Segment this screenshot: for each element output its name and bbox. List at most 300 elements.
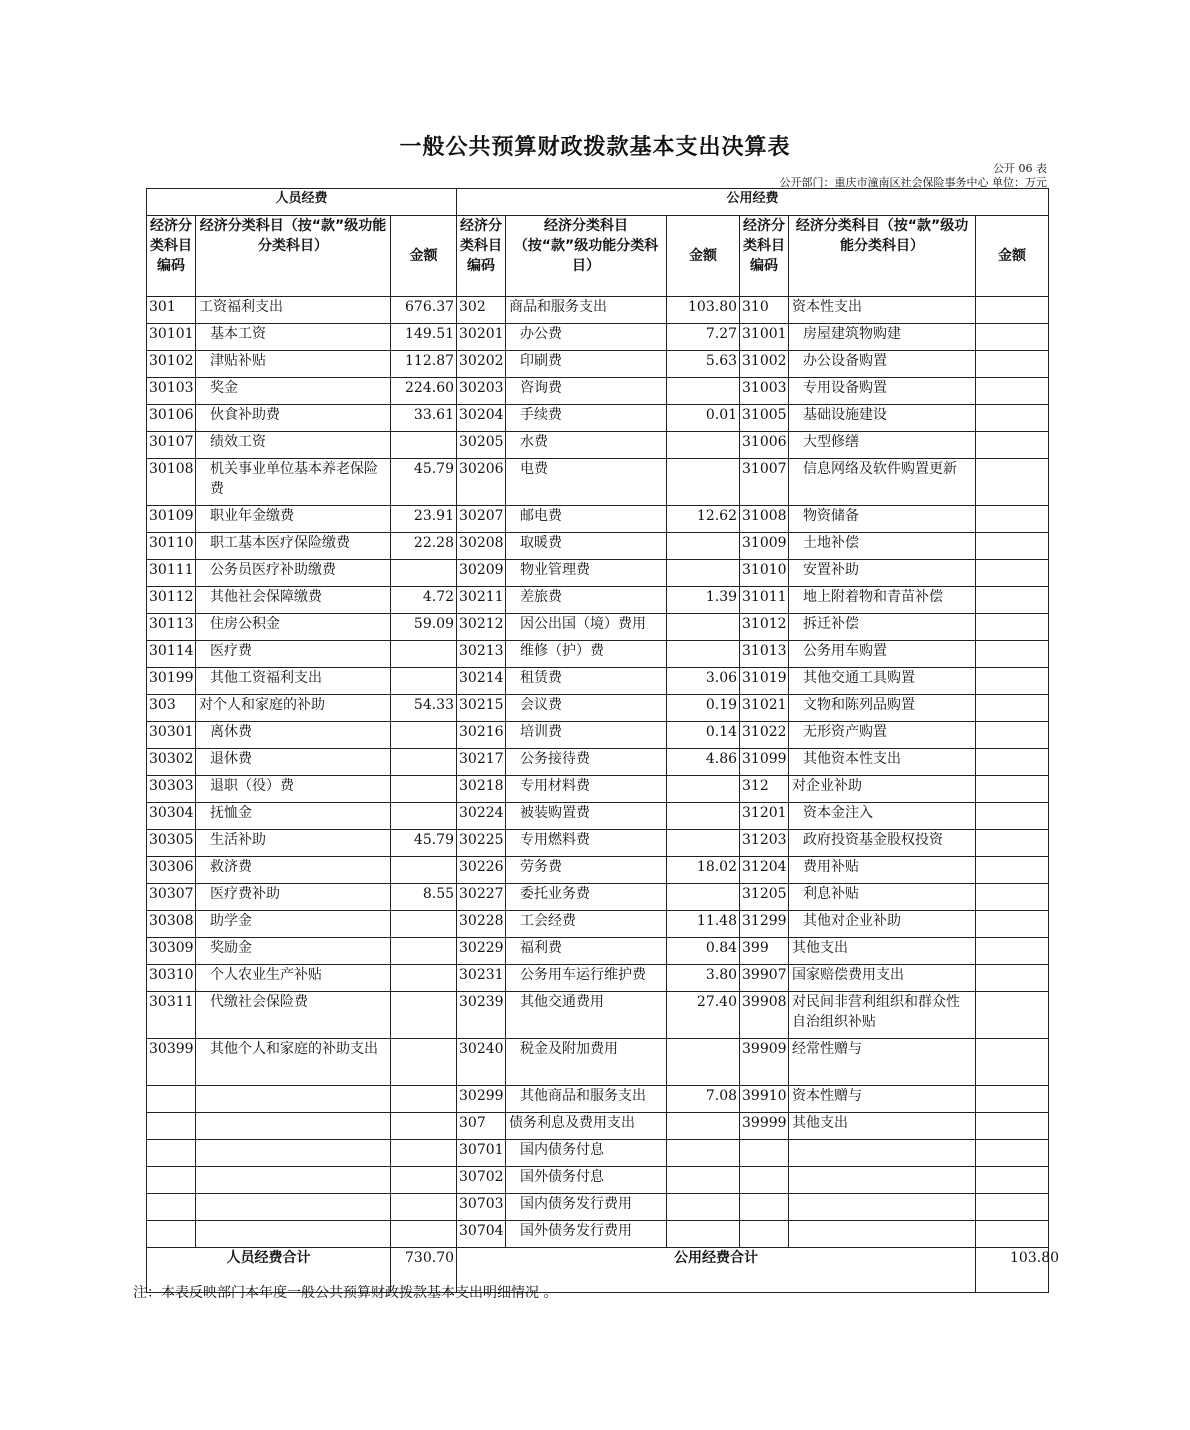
code-cell: 30209: [457, 560, 506, 587]
name-cell: 培训费: [506, 722, 667, 749]
amount-cell: [667, 641, 740, 668]
code-cell: 30306: [147, 857, 196, 884]
code-cell: 30702: [457, 1167, 506, 1194]
table-row: [147, 297, 1049, 324]
amount-cell: [976, 857, 1049, 884]
name-cell: 文物和陈列品购置: [789, 695, 976, 722]
amount-cell: [391, 992, 457, 1039]
amount-cell: [391, 1194, 457, 1221]
code-cell: 30207: [457, 506, 506, 533]
amount-cell: [667, 803, 740, 830]
amount-cell: [976, 1086, 1049, 1113]
amount-cell: [391, 1086, 457, 1113]
public-total-amount: 103.80: [976, 1248, 1049, 1293]
table-row: [147, 965, 1049, 992]
amount-cell: 22.28: [391, 533, 457, 560]
amount-cell: [667, 533, 740, 560]
code-cell: 30225: [457, 830, 506, 857]
amount-cell: 59.09: [391, 614, 457, 641]
code-cell: [147, 1086, 196, 1113]
table-row: [147, 992, 1049, 1039]
name-cell: 绩效工资: [196, 432, 391, 459]
amount-cell: [976, 641, 1049, 668]
amount-cell: [976, 965, 1049, 992]
table-row: [147, 533, 1049, 560]
name-cell: 抚恤金: [196, 803, 391, 830]
name-cell: 福利费: [506, 938, 667, 965]
name-cell: 办公设备购置: [789, 351, 976, 378]
code-cell: [147, 1221, 196, 1248]
code-cell: 301: [147, 297, 196, 324]
code-cell: 31003: [740, 378, 789, 405]
amount-cell: 7.08: [667, 1086, 740, 1113]
name-cell: [196, 1221, 391, 1248]
table-row: [147, 506, 1049, 533]
name-cell: 其他支出: [789, 1113, 976, 1140]
name-cell: 公务用车购置: [789, 641, 976, 668]
amount-header: 金额: [976, 216, 1049, 297]
code-cell: 31021: [740, 695, 789, 722]
department-unit: 公开部门：重庆市潼南区社会保险事务中心 单位：万元: [779, 176, 1047, 189]
amount-cell: [391, 1167, 457, 1194]
amount-cell: [391, 560, 457, 587]
code-cell: 30228: [457, 911, 506, 938]
name-cell: [789, 1194, 976, 1221]
code-cell: 30215: [457, 695, 506, 722]
name-cell: 机关事业单位基本养老保险费: [196, 459, 391, 506]
name-cell: [789, 1140, 976, 1167]
amount-cell: [976, 695, 1049, 722]
amount-cell: [976, 560, 1049, 587]
name-cell: 国内债务发行费用: [506, 1194, 667, 1221]
code-cell: 30299: [457, 1086, 506, 1113]
amount-cell: 54.33: [391, 695, 457, 722]
amount-cell: [976, 351, 1049, 378]
name-cell: 工资福利支出: [196, 297, 391, 324]
name-cell: 维修（护）费: [506, 641, 667, 668]
code-cell: 39999: [740, 1113, 789, 1140]
code-cell: 31008: [740, 506, 789, 533]
name-cell: 债务利息及费用支出: [506, 1113, 667, 1140]
amount-cell: 7.27: [667, 324, 740, 351]
amount-cell: [667, 776, 740, 803]
name-cell: 手续费: [506, 405, 667, 432]
amount-cell: [667, 432, 740, 459]
code-cell: 30103: [147, 378, 196, 405]
code-cell: [147, 1167, 196, 1194]
name-cell: 津贴补贴: [196, 351, 391, 378]
code-cell: 30302: [147, 749, 196, 776]
amount-cell: 45.79: [391, 459, 457, 506]
table-row: [147, 1086, 1049, 1113]
code-cell: 303: [147, 695, 196, 722]
amount-cell: 103.80: [667, 297, 740, 324]
name-cell: 大型修缮: [789, 432, 976, 459]
table-row: [147, 749, 1049, 776]
code-header: 经济分类科目编码: [740, 216, 789, 297]
amount-cell: 4.86: [667, 749, 740, 776]
amount-cell: [667, 1221, 740, 1248]
code-cell: 30102: [147, 351, 196, 378]
amount-cell: [976, 1113, 1049, 1140]
name-cell: 伙食补助费: [196, 405, 391, 432]
code-cell: 30227: [457, 884, 506, 911]
table-code: 公开 06 表: [993, 162, 1047, 175]
amount-cell: [667, 1039, 740, 1086]
amount-cell: [667, 1194, 740, 1221]
code-cell: 30239: [457, 992, 506, 1039]
table-row: [147, 587, 1049, 614]
name-cell: 取暖费: [506, 533, 667, 560]
name-cell: 奖励金: [196, 938, 391, 965]
name-cell: 被装购置费: [506, 803, 667, 830]
code-cell: 30310: [147, 965, 196, 992]
amount-cell: [976, 884, 1049, 911]
code-cell: 30399: [147, 1039, 196, 1086]
name-cell: 职工基本医疗保险缴费: [196, 533, 391, 560]
amount-cell: [391, 1039, 457, 1086]
name-cell: 其他交通费用: [506, 992, 667, 1039]
code-cell: 30214: [457, 668, 506, 695]
amount-cell: [976, 432, 1049, 459]
name-cell: 安置补助: [789, 560, 976, 587]
name-cell: 资本金注入: [789, 803, 976, 830]
code-cell: 30240: [457, 1039, 506, 1086]
name-cell: 邮电费: [506, 506, 667, 533]
amount-cell: 224.60: [391, 378, 457, 405]
name-cell: 基础设施建设: [789, 405, 976, 432]
name-cell: 其他对企业补助: [789, 911, 976, 938]
table-row: [147, 1113, 1049, 1140]
name-cell: 办公费: [506, 324, 667, 351]
amount-cell: [391, 722, 457, 749]
name-header: 经济分类科目（按“款”级功能分类科目）: [506, 216, 667, 297]
code-cell: 30704: [457, 1221, 506, 1248]
name-cell: 其他商品和服务支出: [506, 1086, 667, 1113]
code-cell: 30212: [457, 614, 506, 641]
amount-cell: [976, 749, 1049, 776]
name-cell: [196, 1194, 391, 1221]
code-cell: 30211: [457, 587, 506, 614]
amount-cell: [391, 749, 457, 776]
name-cell: 医疗费补助: [196, 884, 391, 911]
name-cell: 资本性支出: [789, 297, 976, 324]
code-cell: 30205: [457, 432, 506, 459]
amount-cell: 45.79: [391, 830, 457, 857]
amount-cell: 0.19: [667, 695, 740, 722]
code-cell: [147, 1140, 196, 1167]
code-cell: 31009: [740, 533, 789, 560]
name-cell: [789, 1221, 976, 1248]
code-cell: 39907: [740, 965, 789, 992]
code-cell: 310: [740, 297, 789, 324]
table-row: [147, 1221, 1049, 1248]
code-cell: 31203: [740, 830, 789, 857]
amount-cell: 0.14: [667, 722, 740, 749]
table-row: [147, 641, 1049, 668]
amount-cell: [976, 533, 1049, 560]
code-cell: 30208: [457, 533, 506, 560]
name-cell: 救济费: [196, 857, 391, 884]
name-cell: 会议费: [506, 695, 667, 722]
amount-cell: [976, 1167, 1049, 1194]
name-cell: [196, 1086, 391, 1113]
code-cell: [740, 1221, 789, 1248]
code-cell: 30110: [147, 533, 196, 560]
code-cell: [740, 1167, 789, 1194]
code-cell: 30206: [457, 459, 506, 506]
footnote: 注：本表反映部门本年度一般公共预算财政拨款基本支出明细情况 。: [133, 1285, 558, 1301]
code-cell: 31010: [740, 560, 789, 587]
name-cell: 租赁费: [506, 668, 667, 695]
name-cell: [789, 1167, 976, 1194]
personnel-total-label: 人员经费合计: [147, 1248, 391, 1293]
code-header: 经济分类科目编码: [147, 216, 196, 297]
code-cell: 39910: [740, 1086, 789, 1113]
table-row: [147, 405, 1049, 432]
table-row: [147, 830, 1049, 857]
name-cell: 物资储备: [789, 506, 976, 533]
amount-cell: [667, 884, 740, 911]
amount-cell: [391, 857, 457, 884]
code-cell: 30311: [147, 992, 196, 1039]
name-cell: 水费: [506, 432, 667, 459]
code-cell: 31204: [740, 857, 789, 884]
name-cell: 劳务费: [506, 857, 667, 884]
amount-cell: [976, 1194, 1049, 1221]
code-cell: 30229: [457, 938, 506, 965]
code-cell: 30218: [457, 776, 506, 803]
name-cell: 委托业务费: [506, 884, 667, 911]
amount-cell: 23.91: [391, 506, 457, 533]
public-group-header: 公用经费: [457, 189, 1049, 216]
code-cell: 312: [740, 776, 789, 803]
code-cell: 31019: [740, 668, 789, 695]
code-cell: 30224: [457, 803, 506, 830]
amount-cell: [667, 378, 740, 405]
amount-cell: [391, 938, 457, 965]
code-cell: 30109: [147, 506, 196, 533]
amount-cell: [976, 722, 1049, 749]
code-cell: 30216: [457, 722, 506, 749]
table-row: [147, 432, 1049, 459]
amount-cell: 0.84: [667, 938, 740, 965]
code-cell: [740, 1194, 789, 1221]
amount-cell: [391, 432, 457, 459]
amount-cell: 4.72: [391, 587, 457, 614]
code-cell: 30226: [457, 857, 506, 884]
amount-cell: [976, 405, 1049, 432]
amount-cell: [976, 614, 1049, 641]
table-row: [147, 351, 1049, 378]
amount-cell: [976, 1221, 1049, 1248]
amount-cell: [976, 776, 1049, 803]
code-cell: 30308: [147, 911, 196, 938]
amount-cell: 3.80: [667, 965, 740, 992]
name-cell: 退职（役）费: [196, 776, 391, 803]
name-cell: 电费: [506, 459, 667, 506]
table-row: [147, 614, 1049, 641]
name-cell: 公务接待费: [506, 749, 667, 776]
code-cell: 31002: [740, 351, 789, 378]
table-row: [147, 324, 1049, 351]
amount-cell: [667, 1140, 740, 1167]
code-cell: 30199: [147, 668, 196, 695]
table-row: [147, 695, 1049, 722]
amount-cell: [976, 803, 1049, 830]
name-cell: [196, 1113, 391, 1140]
name-cell: 公务员医疗补助缴费: [196, 560, 391, 587]
amount-cell: [391, 1221, 457, 1248]
name-header: 经济分类科目（按“款”级功能分类科目）: [196, 216, 391, 297]
amount-cell: [667, 830, 740, 857]
amount-cell: 18.02: [667, 857, 740, 884]
code-cell: 30703: [457, 1194, 506, 1221]
name-cell: 工会经费: [506, 911, 667, 938]
amount-cell: [976, 459, 1049, 506]
code-cell: 31001: [740, 324, 789, 351]
code-cell: 30106: [147, 405, 196, 432]
amount-cell: [667, 614, 740, 641]
name-cell: 利息补贴: [789, 884, 976, 911]
code-cell: 31005: [740, 405, 789, 432]
name-cell: 差旅费: [506, 587, 667, 614]
name-cell: 信息网络及软件购置更新: [789, 459, 976, 506]
code-cell: 31011: [740, 587, 789, 614]
code-cell: 30307: [147, 884, 196, 911]
amount-cell: 33.61: [391, 405, 457, 432]
name-cell: 生活补助: [196, 830, 391, 857]
code-cell: 30112: [147, 587, 196, 614]
code-cell: 31099: [740, 749, 789, 776]
code-cell: [740, 1140, 789, 1167]
code-cell: 30108: [147, 459, 196, 506]
name-cell: 基本工资: [196, 324, 391, 351]
table-row: [147, 1167, 1049, 1194]
table-row: [147, 884, 1049, 911]
table-row: [147, 911, 1049, 938]
amount-cell: [391, 668, 457, 695]
name-cell: 其他支出: [789, 938, 976, 965]
code-cell: 30217: [457, 749, 506, 776]
amount-cell: 5.63: [667, 351, 740, 378]
name-cell: 税金及附加费用: [506, 1039, 667, 1086]
name-cell: 无形资产购置: [789, 722, 976, 749]
name-cell: 离休费: [196, 722, 391, 749]
amount-cell: [976, 506, 1049, 533]
name-cell: 国外债务发行费用: [506, 1221, 667, 1248]
code-cell: 30305: [147, 830, 196, 857]
amount-cell: [391, 965, 457, 992]
amount-cell: [976, 830, 1049, 857]
name-cell: 代缴社会保险费: [196, 992, 391, 1039]
code-cell: 31006: [740, 432, 789, 459]
code-cell: 30304: [147, 803, 196, 830]
group-header-row: [147, 189, 1049, 216]
amount-cell: [667, 1167, 740, 1194]
name-cell: [196, 1167, 391, 1194]
name-cell: 其他社会保障缴费: [196, 587, 391, 614]
name-cell: 咨询费: [506, 378, 667, 405]
amount-cell: [976, 1039, 1049, 1086]
column-header-row: [147, 216, 1049, 297]
name-cell: 对个人和家庭的补助: [196, 695, 391, 722]
table-row: [147, 938, 1049, 965]
amount-cell: [667, 459, 740, 506]
name-cell: 个人农业生产补贴: [196, 965, 391, 992]
code-cell: 39909: [740, 1039, 789, 1086]
name-cell: 国家赔偿费用支出: [789, 965, 976, 992]
amount-cell: [391, 641, 457, 668]
name-cell: 医疗费: [196, 641, 391, 668]
name-cell: 其他个人和家庭的补助支出: [196, 1039, 391, 1086]
amount-cell: [667, 560, 740, 587]
table-row: [147, 776, 1049, 803]
amount-cell: 8.55: [391, 884, 457, 911]
code-cell: 39908: [740, 992, 789, 1039]
table-row: [147, 560, 1049, 587]
code-cell: 30204: [457, 405, 506, 432]
code-cell: 30303: [147, 776, 196, 803]
amount-cell: [976, 324, 1049, 351]
name-cell: 地上附着物和青苗补偿: [789, 587, 976, 614]
amount-cell: 1.39: [667, 587, 740, 614]
amount-cell: [391, 776, 457, 803]
name-cell: 物业管理费: [506, 560, 667, 587]
code-cell: 30107: [147, 432, 196, 459]
code-cell: 30201: [457, 324, 506, 351]
name-cell: 助学金: [196, 911, 391, 938]
code-cell: 30701: [457, 1140, 506, 1167]
name-cell: 职业年金缴费: [196, 506, 391, 533]
amount-cell: [391, 1140, 457, 1167]
code-cell: 30101: [147, 324, 196, 351]
code-cell: 307: [457, 1113, 506, 1140]
table-row: [147, 857, 1049, 884]
name-cell: 其他资本性支出: [789, 749, 976, 776]
public-total-label: 公用经费合计: [457, 1248, 976, 1293]
code-cell: 30309: [147, 938, 196, 965]
name-cell: 资本性赠与: [789, 1086, 976, 1113]
name-cell: [196, 1140, 391, 1167]
table-row: [147, 668, 1049, 695]
name-cell: 土地补偿: [789, 533, 976, 560]
amount-cell: [976, 297, 1049, 324]
code-cell: 30114: [147, 641, 196, 668]
amount-cell: [976, 938, 1049, 965]
amount-cell: 676.37: [391, 297, 457, 324]
expenditure-table: [146, 188, 1060, 1293]
amount-cell: 149.51: [391, 324, 457, 351]
name-cell: 房屋建筑物购建: [789, 324, 976, 351]
amount-cell: [391, 911, 457, 938]
amount-cell: [391, 803, 457, 830]
amount-cell: [976, 668, 1049, 695]
code-cell: 30213: [457, 641, 506, 668]
name-cell: 专用燃料费: [506, 830, 667, 857]
amount-cell: [976, 992, 1049, 1039]
amount-cell: 27.40: [667, 992, 740, 1039]
name-cell: 专用材料费: [506, 776, 667, 803]
amount-cell: [976, 911, 1049, 938]
name-cell: 公务用车运行维护费: [506, 965, 667, 992]
code-cell: [147, 1194, 196, 1221]
personnel-group-header: 人员经费: [147, 189, 457, 216]
table-row: [147, 1039, 1049, 1086]
code-cell: 30113: [147, 614, 196, 641]
code-cell: 302: [457, 297, 506, 324]
table-row: [147, 378, 1049, 405]
